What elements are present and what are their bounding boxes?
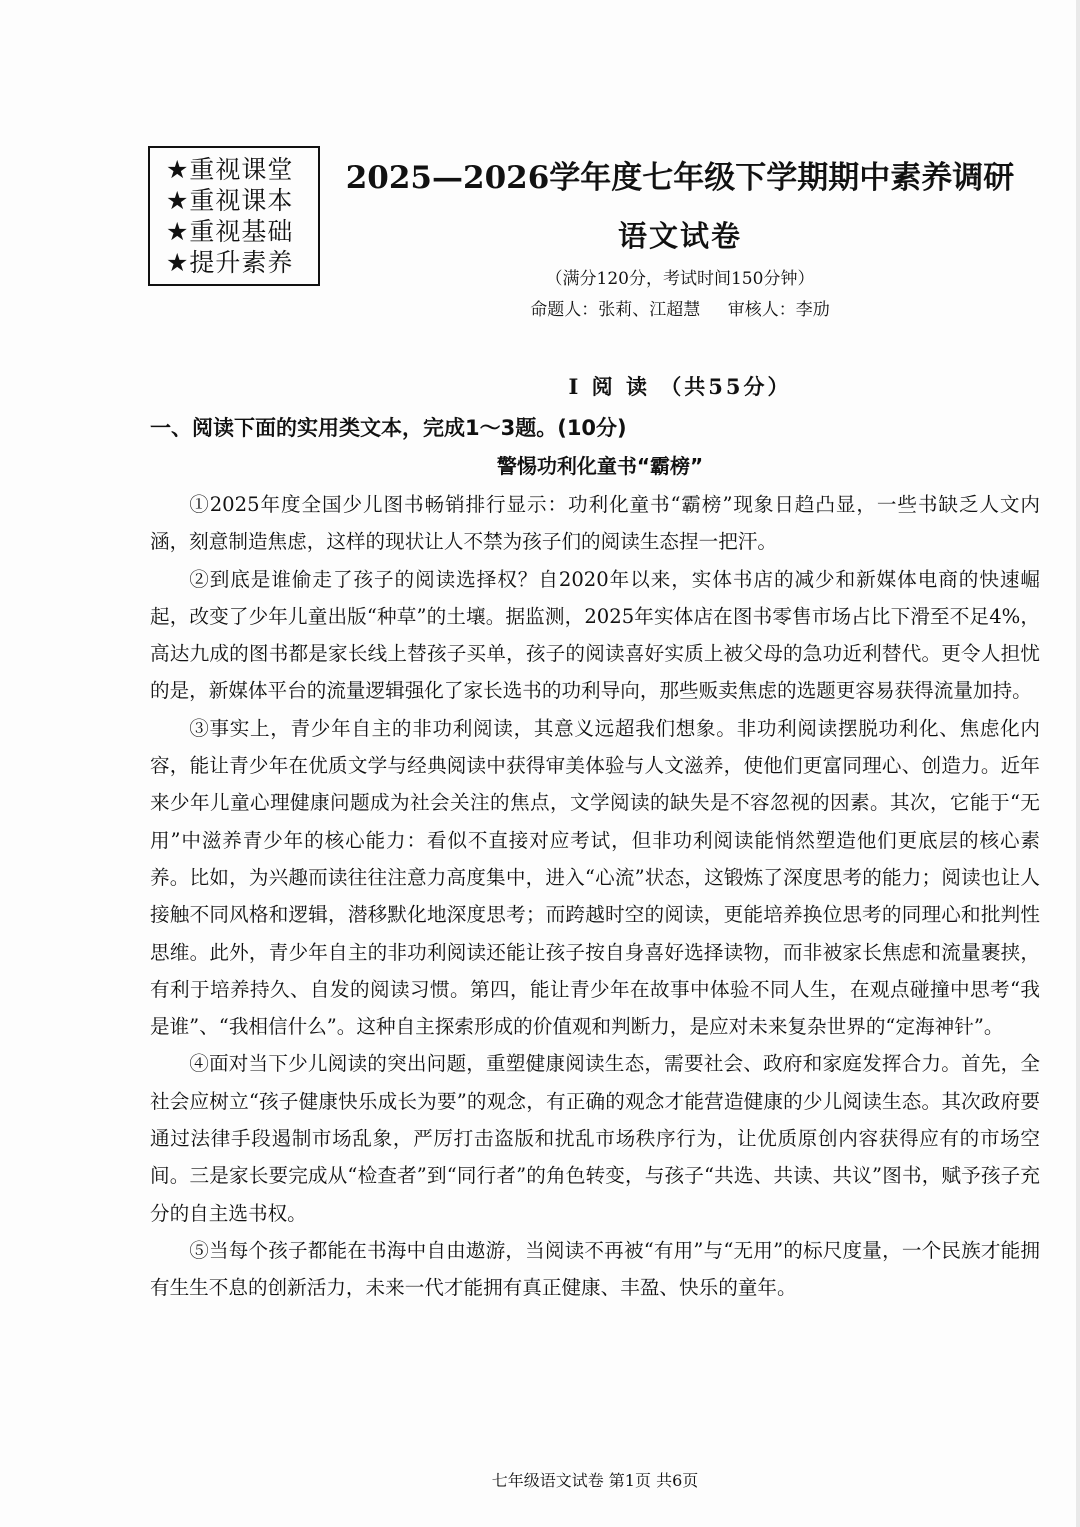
slogan-line: ★提升素养 bbox=[166, 248, 294, 277]
part-title: Ⅰ 阅 读 （共55分） bbox=[568, 374, 792, 399]
paragraph-5: ⑤当每个孩子都能在书海中自由遨游，当阅读不再被“有用”与“无用”的标尺度量，一个民族才能拥有生生不息的创新活力，未来一代才能拥有真正健康、丰盈、快乐的童年。 bbox=[150, 1238, 1040, 1300]
exam-info: （满分120分，考试时间150分钟） bbox=[545, 269, 815, 289]
slogan-line: ★重视课堂 bbox=[166, 155, 294, 184]
scan-edge bbox=[1076, 0, 1080, 1527]
paragraph-1: ①2025年度全国少儿图书畅销排行显示：功利化童书“霸榜”现象日趋凸显，一些书缺乏人文内涵，刻意制造焦虑，这样的现状让人不禁为孩子们的阅读生态捏一把汗。 bbox=[150, 493, 1040, 554]
exam-title: 2025—2026学年度七年级下学期期中素养调研 bbox=[345, 160, 1015, 196]
exam-subtitle: 语文试卷 bbox=[617, 219, 742, 253]
slogan-line: ★重视基础 bbox=[166, 217, 294, 246]
paragraph-3: ③事实上，青少年自主的非功利阅读，其意义远超我们想象。非功利阅读摆脱功利化、焦虑化内容，能让青少年在优质文学与经典阅读中获得审美体验与人文滋养，使他们更富同理心、创造力。近年来少年儿童心理健康问题成为社会关注的焦点，文学阅读的缺失是不容忽视的因素。其次，它能于“无用”中滋养青少年的核心能力：看似不直接对应考试，但非功利阅读能悄然塑造他们更底层的核心素养。比如，为兴趣而读往往注意力高度集中，进入“心流”状态，这锻炼了深度思考的能力；阅读也让人接触不同风格和逻辑，潜移默化地深度思考；而跨越时空的阅读，更能培养换位思考的同理心和批判性思维。此外，青少年自主的非功利阅读还能让孩子按自身喜好选择读物，而非被家长焦虑和流量裹挟，有利于培养持久、自发的阅读习惯。第四，能让青少年在故事中体验不同人生，在观点碰撞中思考“我是谁”、“我相信什么”。这种自主探索形成的价值观和判断力，是应对未来复杂世界的“定海神针”。 bbox=[150, 716, 1040, 1039]
exam-authors: 命题人：张莉、江超慧 审核人：李劢 bbox=[530, 300, 830, 320]
question-heading: 一、阅读下面的实用类文本，完成1～3题。(10分) bbox=[150, 416, 627, 440]
paragraph-2: ②到底是谁偷走了孩子的阅读选择权？自2020年以来，实体书店的减少和新媒体电商的快速崛起，改变了少年儿童出版“种草”的土壤。据监测，2025年实体店在图书零售市场占比下滑至不足4%，高达九成的图书都是家长线上替孩子买单，孩子的阅读喜好实质上被父母的急功近利替代。更令人担忧的是，新媒体平台的流量逻辑强化了家长选书的功利导向，那些贩卖焦虑的选题更容易获得流量加持。 bbox=[150, 567, 1040, 703]
article-body bbox=[150, 486, 1040, 1307]
paragraph-4: ④面对当下少儿阅读的突出问题，重塑健康阅读生态，需要社会、政府和家庭发挥合力。首先，全社会应树立“孩子健康快乐成长为要”的观念，有正确的观念才能营造健康的少儿阅读生态。其次政府要通过法律手段遏制市场乱象，严厉打击盗版和扰乱市场秩序行为，让优质原创内容获得应有的市场空间。三是家长要完成从“检查者”到“同行者”的角色转变，与孩子“共选、共读、共议”图书，赋予孩子充分的自主选书权。 bbox=[150, 1052, 1040, 1225]
slogan-line: ★重视课本 bbox=[166, 186, 294, 215]
article-title: 警惕功利化童书“霸榜” bbox=[496, 454, 704, 478]
slogan-box bbox=[148, 146, 320, 286]
page-footer: 七年级语文试卷 第1页 共6页 bbox=[491, 1471, 699, 1490]
